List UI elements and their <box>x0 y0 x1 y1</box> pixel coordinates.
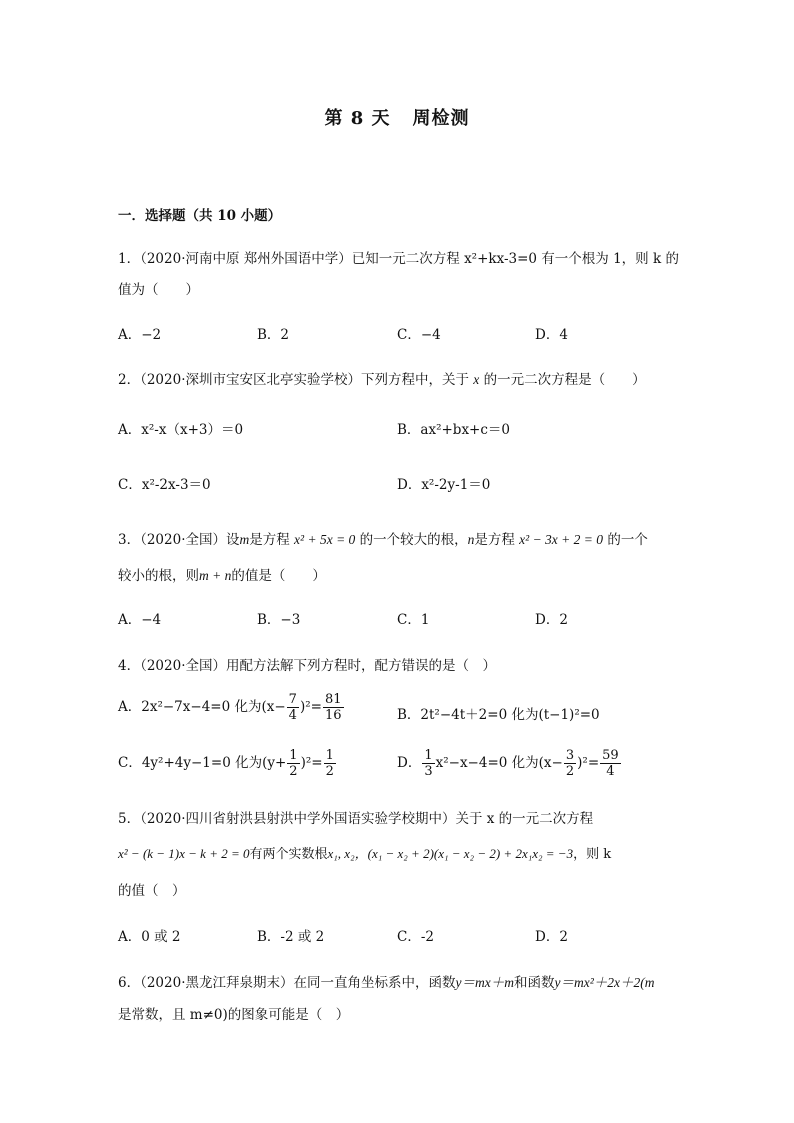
q3-text-d: 是方程 <box>474 532 515 548</box>
q4c-mid: )²= <box>300 755 323 771</box>
question-4-option-b <box>397 703 600 723</box>
q5-eq: x² − (k − 1)x − k + 2 = 0 <box>118 846 250 861</box>
question-1-stem-line1: 1．（2020·河南中原 郑州外国语中学）已知一元二次方程 x²+kx-3=0 有一个根为 1，则 k 的 <box>118 251 679 267</box>
q3-text-c: 的一个较大的根， <box>359 532 468 548</box>
q6-text-b: 和函数 <box>513 975 555 991</box>
question-5-stem-line3: 的值（ ） <box>118 883 186 899</box>
q4c-label: C． <box>118 755 142 771</box>
title-name: 周检测 <box>412 108 470 129</box>
question-5-option-d: D．2 <box>535 929 568 945</box>
question-1-option-d: D．4 <box>535 327 568 343</box>
q3-text-g: 的值是（ ） <box>231 568 326 584</box>
q5-tail: ，则 k <box>573 847 612 862</box>
question-4-option-c <box>118 748 337 779</box>
question-1-option-c: C．−4 <box>397 327 441 343</box>
q4d-f0n: 1 <box>424 748 433 763</box>
question-1-option-a: A．−2 <box>118 327 162 343</box>
question-3-option-b: B．−3 <box>257 612 301 628</box>
q4d-mid: )²= <box>577 755 600 771</box>
question-2-option-a: A．x²-x（x+3）＝0 <box>118 422 244 438</box>
q3-mn: m + n <box>199 568 232 583</box>
question-5-option-a: A．0 或 2 <box>118 929 181 945</box>
question-6-stem-line1 <box>118 971 655 991</box>
question-5-option-b: B．-2 或 2 <box>257 929 325 945</box>
question-5-stem-line1: 5．（2020·四川省射洪县射洪中学外国语实验学校期中）关于 x 的一元二次方程 <box>118 811 594 827</box>
q3-eq2: x² − 3x + 2 = 0 <box>519 532 604 547</box>
q3-text-e: 的一个 <box>607 532 648 548</box>
q4d-f2d: 4 <box>606 764 615 779</box>
title-day: 第 8 天 <box>324 108 391 129</box>
question-2-option-b: B．ax²+bx+c＝0 <box>397 422 511 438</box>
q4d-f0d: 3 <box>424 764 433 779</box>
question-2-stem <box>118 368 646 388</box>
q6-text-c: (m <box>640 975 655 990</box>
q4d-frac1 <box>564 748 576 779</box>
q3-text-a: 3．（2020·全国）设 <box>118 532 240 548</box>
q4c-frac2 <box>324 748 336 779</box>
q4c-frac1 <box>287 748 299 779</box>
question-2-var: x <box>473 372 480 387</box>
question-3-option-a: A．−4 <box>118 612 162 628</box>
question-4-option-a <box>118 692 345 723</box>
q4a-f1n: 7 <box>288 692 297 707</box>
question-6-stem-line2: 是常数，且 m≠0)的图象可能是（ ） <box>118 1007 350 1023</box>
question-3-option-d: D．2 <box>535 612 568 628</box>
q4b-label: B． <box>397 707 421 723</box>
q4c-f1n: 1 <box>289 748 298 763</box>
question-4-option-d <box>397 748 622 779</box>
question-2-option-d: D．x²-2y-1＝0 <box>397 477 491 493</box>
question-3-stem-line2 <box>118 564 326 584</box>
q4a-eq: 2x²−7x−4=0 化为(x− <box>141 699 286 715</box>
q4d-label: D． <box>397 755 422 771</box>
page-title <box>0 104 794 130</box>
question-2-stem-pre: 2．（2020·深圳市宝安区北亭实验学校）下列方程中，关于 <box>118 372 469 388</box>
q4d-f1d: 2 <box>565 764 575 779</box>
q4d-f2n: 59 <box>602 748 619 763</box>
q4a-f1d: 4 <box>288 708 297 723</box>
q3-text-f: 较小的根，则 <box>118 568 199 584</box>
q4a-mid: )²= <box>299 699 322 715</box>
q3-text-b: 是方程 <box>249 532 290 548</box>
q4c-f1d: 2 <box>289 764 298 779</box>
q4c-eq: 4y²+4y−1=0 化为(y+ <box>141 755 287 771</box>
q4a-frac1 <box>287 692 299 723</box>
q4c-f2n: 1 <box>325 748 334 763</box>
q3-n: n <box>467 532 475 547</box>
q6-f1: y＝mx＋m <box>455 975 514 990</box>
q4a-f2n: 81 <box>324 692 342 707</box>
q5-mid: 有两个实数根 <box>249 847 328 862</box>
q5-cond: ，(x₁ − x₂ + 2)(x₁ − x₂ − 2) + 2x₁x₂ = −3 <box>354 846 574 861</box>
q3-m: m <box>239 532 250 547</box>
q4c-f2d: 2 <box>325 764 334 779</box>
q6-f2: y＝mx²＋2x＋2 <box>554 975 641 990</box>
question-4-stem: 4．（2020·全国）用配方法解下列方程时，配方错误的是（ ） <box>118 658 496 674</box>
question-3-stem-line1 <box>118 528 648 548</box>
q4d-frac2 <box>600 748 621 779</box>
q4a-frac2 <box>323 692 344 723</box>
q4a-f2d: 16 <box>324 708 342 723</box>
question-5-stem-line2 <box>118 843 611 862</box>
q6-text-a: 6．（2020·黑龙江拜泉期末）在同一直角坐标系中，函数 <box>118 975 456 991</box>
q4d-f1n: 3 <box>565 748 575 763</box>
q4a-label: A． <box>118 699 142 715</box>
q3-eq1: x² + 5x = 0 <box>294 532 356 547</box>
question-1-option-b: B．2 <box>257 327 290 343</box>
question-3-option-c: C．1 <box>397 612 430 628</box>
question-2-option-c: C．x²-2x-3＝0 <box>118 477 211 493</box>
question-2-stem-post: 的一元二次方程是（ ） <box>483 372 646 388</box>
q4b-eq: 2t²−4t＋2=0 化为(t−1)²=0 <box>420 707 600 723</box>
q5-roots: x₁, x₂ <box>327 846 355 861</box>
q4d-frac0 <box>422 748 434 779</box>
question-1-stem-line2: 值为（ ） <box>118 282 199 298</box>
section-heading: 一．选择题（共 10 小题） <box>118 208 282 224</box>
question-5-option-c: C．-2 <box>397 929 434 945</box>
q4d-eq: x²−x−4=0 化为(x− <box>435 755 563 771</box>
